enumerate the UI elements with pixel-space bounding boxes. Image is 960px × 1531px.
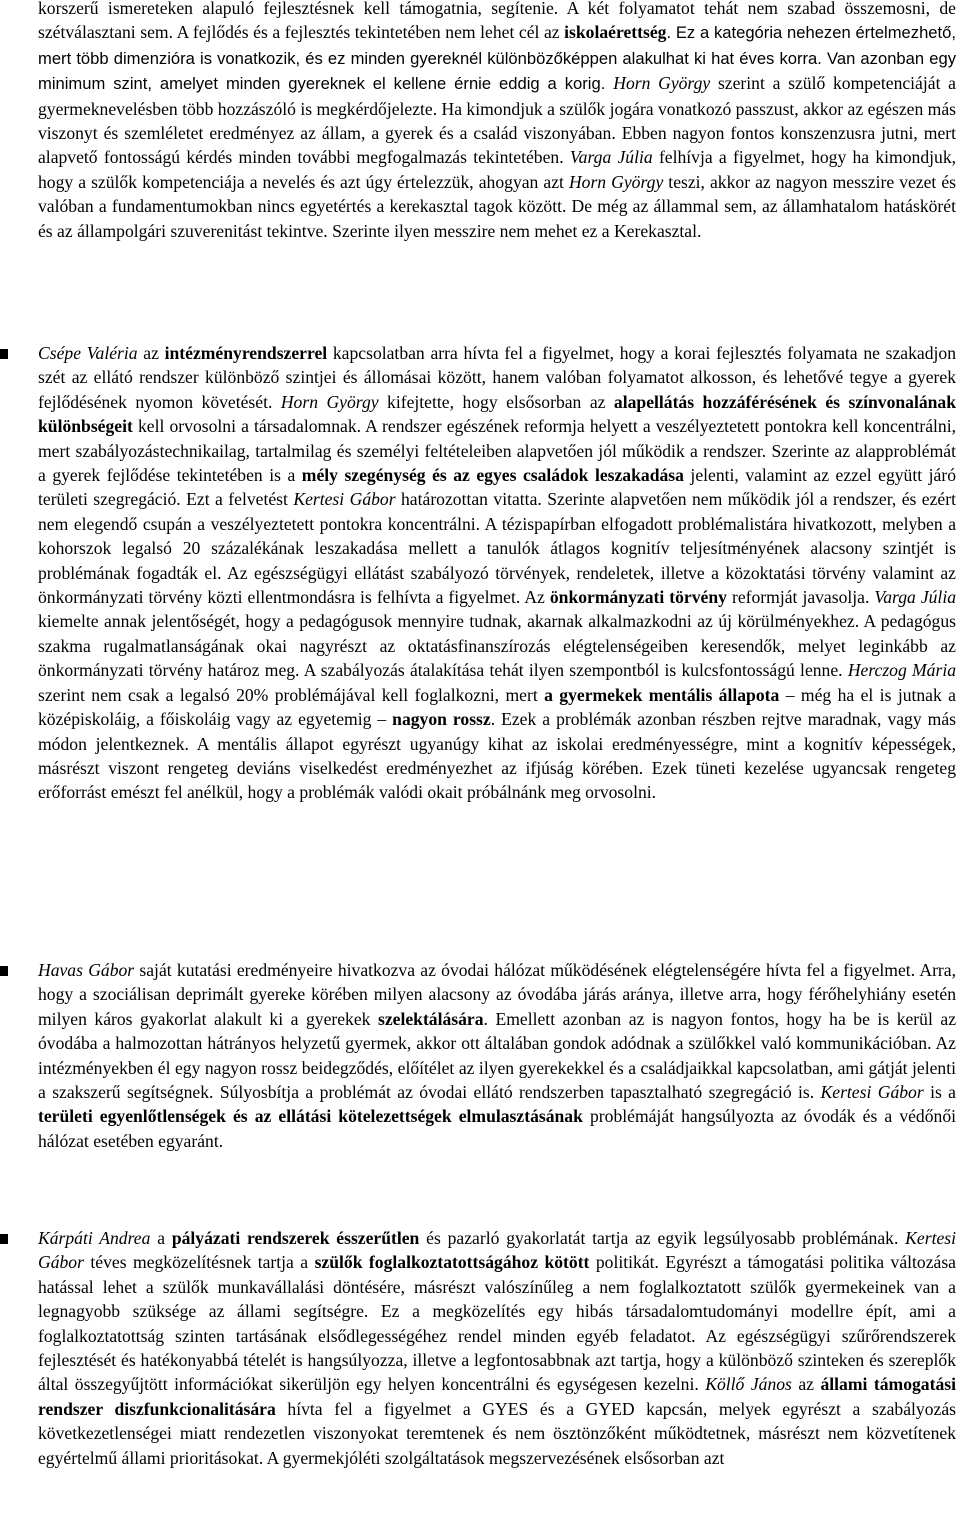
paragraph bbox=[38, 0, 956, 243]
bold-text: pályázati rendszerek ésszerűtlen bbox=[171, 1228, 420, 1248]
body-text: teszi, akkor az nagyon messzire vezet és valóban a fundamentumokban nincs egyetértés a kerekasztal tagok között. De még az állammal sem, az államhatalom hatáskörét és az állampolgári szuverenitást tekintve. Szerinte ilyen messzire nem mehet ez a Kerekasztal. bbox=[38, 171, 957, 241]
person-name: Kertesi Gábor bbox=[38, 1228, 956, 1273]
body-text: szerint nem csak a legalsó 20% problémájával kell foglalkozni, mert bbox=[38, 684, 545, 705]
body-text: politikát. Egyrészt a támogatási politika változása hatással lehet a szülők munkavállalási döntésére, másrészt valószínűleg a nem foglalkoztatott szülők gyermekeinek van a legnagyobb szüksége az állami segítségre. Ez a megközelítés egy hibás társadalomtudományi modellre épít, ami a foglalkoztatottság szinten tartásának elsődlegességéhez rendel minden egyéb feladatot. Az egészségügyi szűrőrendszerek fejlesztését és hatékonyabbá tételét is hangsúlyozza, illetve a legfontosabbnak azt tartja, hogy a különböző szinteken és szereplők által összegyűjtött információkat sikerüljön egy helyen koncentrálni és egységesen kezelni. bbox=[38, 1252, 956, 1395]
person-name: Varga Júlia bbox=[874, 587, 956, 608]
body-text: az bbox=[791, 1374, 821, 1395]
body-text: . Ez a kategória nehezen értelmezhető, mert több dimenzióra is vonatkozik, és ez minden gyereknél különbözőképpen alakulhat ki hat éves korra. Van azonban egy minimum szint, amelyet minden gyereknek el kellene érnie eddig a korig. bbox=[38, 23, 956, 94]
bold-text: intézményrendszerrel bbox=[164, 343, 328, 363]
body-text: és pazarló gyakorlatát tartja az egyik legsúlyosabb problémának. bbox=[419, 1228, 906, 1248]
bold-text: állami támogatási rendszer diszfunkcionalitására bbox=[38, 1374, 956, 1419]
bold-text: mély szegénység és az egyes családok leszakadása bbox=[301, 465, 684, 486]
person-name: Herczog Mária bbox=[847, 660, 956, 681]
body-text: hívta fel a figyelmet a GYES és a GYED kapcsán, melyek egyrészt a szabályozás következetlenségei miatt rendezetlen viszonyokat teremtenek és nem ösztönzőként működtetnek, másrészt nem közvetítenek egyértelmű állami prioritásokat. A gyermekjóléti szolgáltatások megszervezésének elsősorban azt bbox=[38, 1398, 956, 1468]
bullet-marker bbox=[0, 1234, 8, 1244]
bold-text: szelektálására bbox=[378, 1008, 484, 1029]
body-text: kell orvosolni a társadalomnak. A rendszer egészének reformja helyett a veszélyeztetett pontokra kell koncentrálni, mert szabályozástechnikailag, tartalmilag és személyi feltételeiben alapvetően jól működik a rendszer. Szerinte az alapproblémát a gyerek fejlődése tekintetében is a bbox=[38, 416, 956, 486]
person-name: Horn György bbox=[280, 391, 379, 412]
body-text: szerint a szülő kompetenciáját a gyermeknevelésben több hozzászóló is megkérdőjelezte. Ha kimondjuk a szülők jogára vonatkozó passzust, akkor az egészen más viszonyt és szemléletet eredményez az állam, a gyerek és a család viszonyában. Ebben nagyon fontos konszenzusra jutni, mert alapvető fontosságú kérdés minden további megfogalmazás tekintetében. bbox=[38, 73, 956, 168]
bold-text: iskolaérettség bbox=[564, 22, 667, 43]
bullet-marker bbox=[0, 349, 8, 359]
body-text: problémáját hangsúlyozta az óvodák és a védőnői hálózat esetében egyaránt. bbox=[38, 1106, 957, 1151]
person-name: Horn György bbox=[613, 73, 711, 94]
body-text: saját kutatási eredményeire hivatkozva az óvodai hálózat működésének elégtelenségére hívta fel a figyelmet. Arra, hogy a szociálisan deprimált gyereke körében milyen alacsony az óvodába járás aránya, illetve arra, hogy férőhelyhiány esetén milyen káros gyakorlat alakult ki a gyerekek bbox=[38, 960, 956, 1029]
person-name: Havas Gábor bbox=[38, 960, 135, 980]
body-text: határozottan vitatta. Szerinte alapvetően nem működik jól a rendszer, és ezért nem elegendő csupán a veszélyeztetett pontokra koncentrálni. A tézispapírban elfogadott problémalistára hivatkozott, melyben a kohorszok legalsó 20 százalékának leszakadása mellett a tanulók átlagos kognitív teljesítményének alacsony szintjét is problémának fogadták el. Az egészségügyi ellátást szabályozó törvények, rendeletek, illetve a közoktatási törvény valamint az önkormányzati törvény közti ellentmondásra is felhívta a figyelmet. Az bbox=[38, 489, 956, 608]
bold-text: szülők foglalkoztatottságához kötött bbox=[314, 1252, 590, 1273]
bold-text: területi egyenlőtlenségek és az ellátási kötelezettségek elmulasztásának bbox=[38, 1106, 583, 1127]
body-text: az bbox=[137, 343, 165, 363]
body-text: kiemelte annak jelentőségét, hogy a pedagógusok mennyire tudnak, akarnak alkalmazkodni az új körülményekhez. A pedagógus szakma rugalmatlanságának okai nagyrészt az oktatásfinanszírozás elégtelenségeiben keresendők, melyet leginkább az önkormányzati törvény határoz meg. A szabályozás átalakítása tehát ilyen szempontból is kulcsfontosságú lenne. bbox=[38, 611, 956, 681]
body-text: reformját javasolja. bbox=[726, 587, 875, 608]
person-name: Köllő János bbox=[705, 1374, 792, 1395]
person-name: Kertesi Gábor bbox=[820, 1082, 924, 1103]
person-name: Kárpáti Andrea bbox=[38, 1228, 151, 1248]
body-text: . Ezek a problémák azonban részben rejtve maradnak, vagy más módon jelentkeznek. A mentális állapot egyrészt ugyanúgy kihat az iskolai eredményességre, mint a kognitív képességek, másrészt viszont rengeteg deviáns viselkedést eredményezhet az ifjúság körében. Ezek tüneti kezelése ugyancsak rengeteg erőforrást emészt fel anélkül, hogy a problémák valódi okait próbálnánk meg orvosolni. bbox=[38, 709, 956, 803]
body-text: felhívja a figyelmet, hogy ha kimondjuk, hogy a szülők kompetenciája a nevelés és azt úgy értelezzük, ahogyan azt bbox=[38, 147, 957, 192]
person-name: Varga Júlia bbox=[569, 147, 653, 168]
body-text: kapcsolatban arra hívta fel a figyelmet, hogy a korai fejlesztés folyamata ne szakadjon szét az ellátó rendszer különböző szintjei és állomásai között, hanem valóban folyamatot alkosson, és lehetővé tegye a gyerek fejlődésének nyomon követését. bbox=[38, 343, 956, 412]
body-text: – még ha el is jutnak a középiskoláig, a főiskoláig vagy az egyetemig – bbox=[38, 684, 956, 730]
body-text: a bbox=[150, 1228, 172, 1248]
person-name: Csépe Valéria bbox=[38, 343, 138, 363]
paragraph bbox=[38, 958, 956, 1153]
body-text: téves megközelítésnek tartja a bbox=[83, 1252, 315, 1273]
bullet-marker bbox=[0, 966, 8, 976]
body-text: is a bbox=[923, 1082, 956, 1103]
person-name: Kertesi Gábor bbox=[293, 489, 396, 510]
body-text: jelenti, valamint az ezzel együtt járó területi szegregáció. Ezt a felvetést bbox=[38, 465, 957, 510]
person-name: Horn György bbox=[568, 171, 664, 192]
bold-text: a gyermekek mentális állapota bbox=[544, 684, 780, 705]
bold-text: nagyon rossz bbox=[392, 709, 491, 730]
paragraph bbox=[38, 341, 956, 805]
bold-text: önkormányzati törvény bbox=[549, 587, 727, 608]
paragraph bbox=[38, 1226, 956, 1470]
body-text: . Emellett azonban az is nagyon fontos, hogy ha be is kerül az óvodába a halmozottan hátrányos helyzetű gyermek, akkor ott általában gondok adódnak a szülőkkel való kommunikációban. Az intézményekben él egy nagyon rossz beidegződés, előítélet az ilyen gyerekekkel és a családjaikkal kapcsolatban, ami gátját jelenti a szakszerű segítségnek. Súlyosbítja a problémát az óvodai ellátó rendszerben tapasztalható szegregáció is. bbox=[38, 1008, 957, 1103]
bold-text: alapellátás hozzáférésének és színvonalának különbségeit bbox=[38, 391, 957, 437]
body-text: kifejtette, hogy elsősorban az bbox=[378, 391, 614, 412]
body-text: korszerű ismereteken alapuló fejlesztésnek kell támogatnia, segítenie. A két folyamatot tehát nem szabad összemosni, de szétválasztani sem. A fejlődés és a fejlesztés tekintetében nem lehet cél az bbox=[38, 0, 956, 43]
